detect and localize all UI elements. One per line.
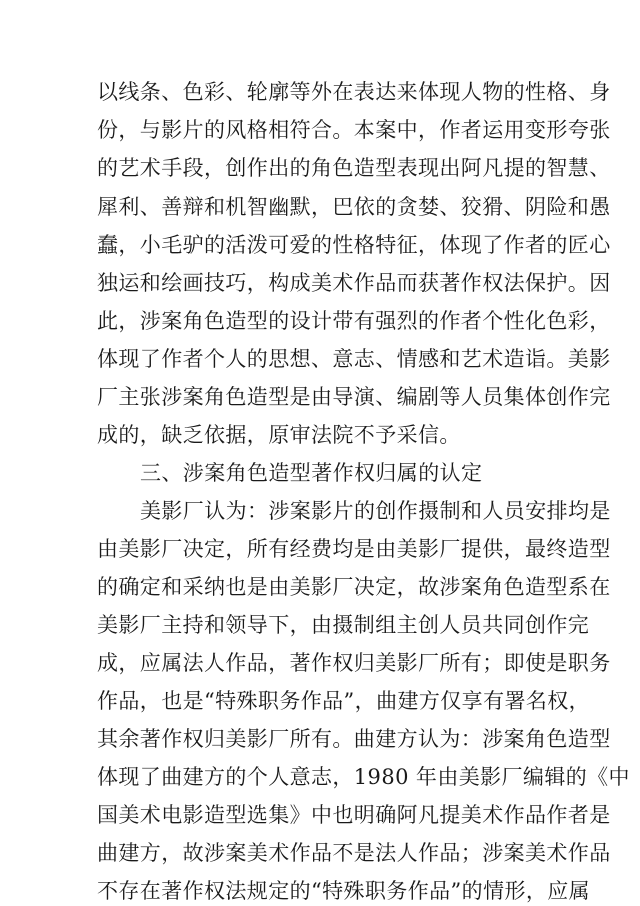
- text-line: 的艺术手段，创作出的角色造型表现出阿凡提的智慧、: [97, 156, 611, 180]
- text-line: 成的，缺乏依据，原审法院不予采信。: [97, 423, 461, 447]
- text-line: 份，与影片的风格相符合。本案中，作者运用变形夸张: [97, 118, 611, 142]
- text-line: 美影厂主持和领导下，由摄制组主创人员共同创作完: [97, 613, 590, 637]
- text-line: 国美术电影造型选集》中也明确阿凡提美术作品作者是: [97, 803, 611, 827]
- text-line: 体现了作者个人的思想、意志、情感和艺术造诣。美影: [97, 347, 611, 371]
- text-line: 犀利、善辩和机智幽默，巴依的贪婪、狡猾、阴险和愚: [97, 195, 611, 219]
- text-line: 成，应属法人作品，著作权归美影厂所有；即使是职务: [97, 651, 611, 675]
- text-line: 蠢，小毛驴的活泼可爱的性格特征，体现了作者的匠心: [97, 233, 611, 257]
- text-line: 体现了曲建方的个人意志，1980 年由美影厂编辑的《中: [97, 765, 630, 789]
- text-line: 的确定和采纳也是由美影厂决定，故涉案角色造型系在: [97, 575, 611, 599]
- text-line: 曲建方，故涉案美术作品不是法人作品；涉案美术作品: [97, 841, 611, 865]
- text-line: 作品，也是“特殊职务作品”，曲建方仅享有署名权，: [97, 689, 591, 713]
- text-line: 其余著作权归美影厂所有。曲建方认为：涉案角色造型: [97, 727, 611, 751]
- text-line: 由美影厂决定，所有经费均是由美影厂提供，最终造型: [97, 537, 611, 561]
- text-line: 以线条、色彩、轮廓等外在表达来体现人物的性格、身: [97, 80, 611, 104]
- text-line: 美影厂认为：涉案影片的创作摄制和人员安排均是: [140, 499, 611, 523]
- text-line: 独运和绘画技巧，构成美术作品而获著作权法保护。因: [97, 271, 611, 295]
- text-line: 不存在著作权法规定的“特殊职务作品”的情形，应属: [97, 879, 591, 903]
- section-heading: 三、涉案角色造型著作权归属的认定: [140, 461, 483, 485]
- text-line: 此，涉案角色造型的设计带有强烈的作者个性化色彩，: [97, 309, 611, 333]
- text-line: 厂主张涉案角色造型是由导演、编剧等人员集体创作完: [97, 385, 611, 409]
